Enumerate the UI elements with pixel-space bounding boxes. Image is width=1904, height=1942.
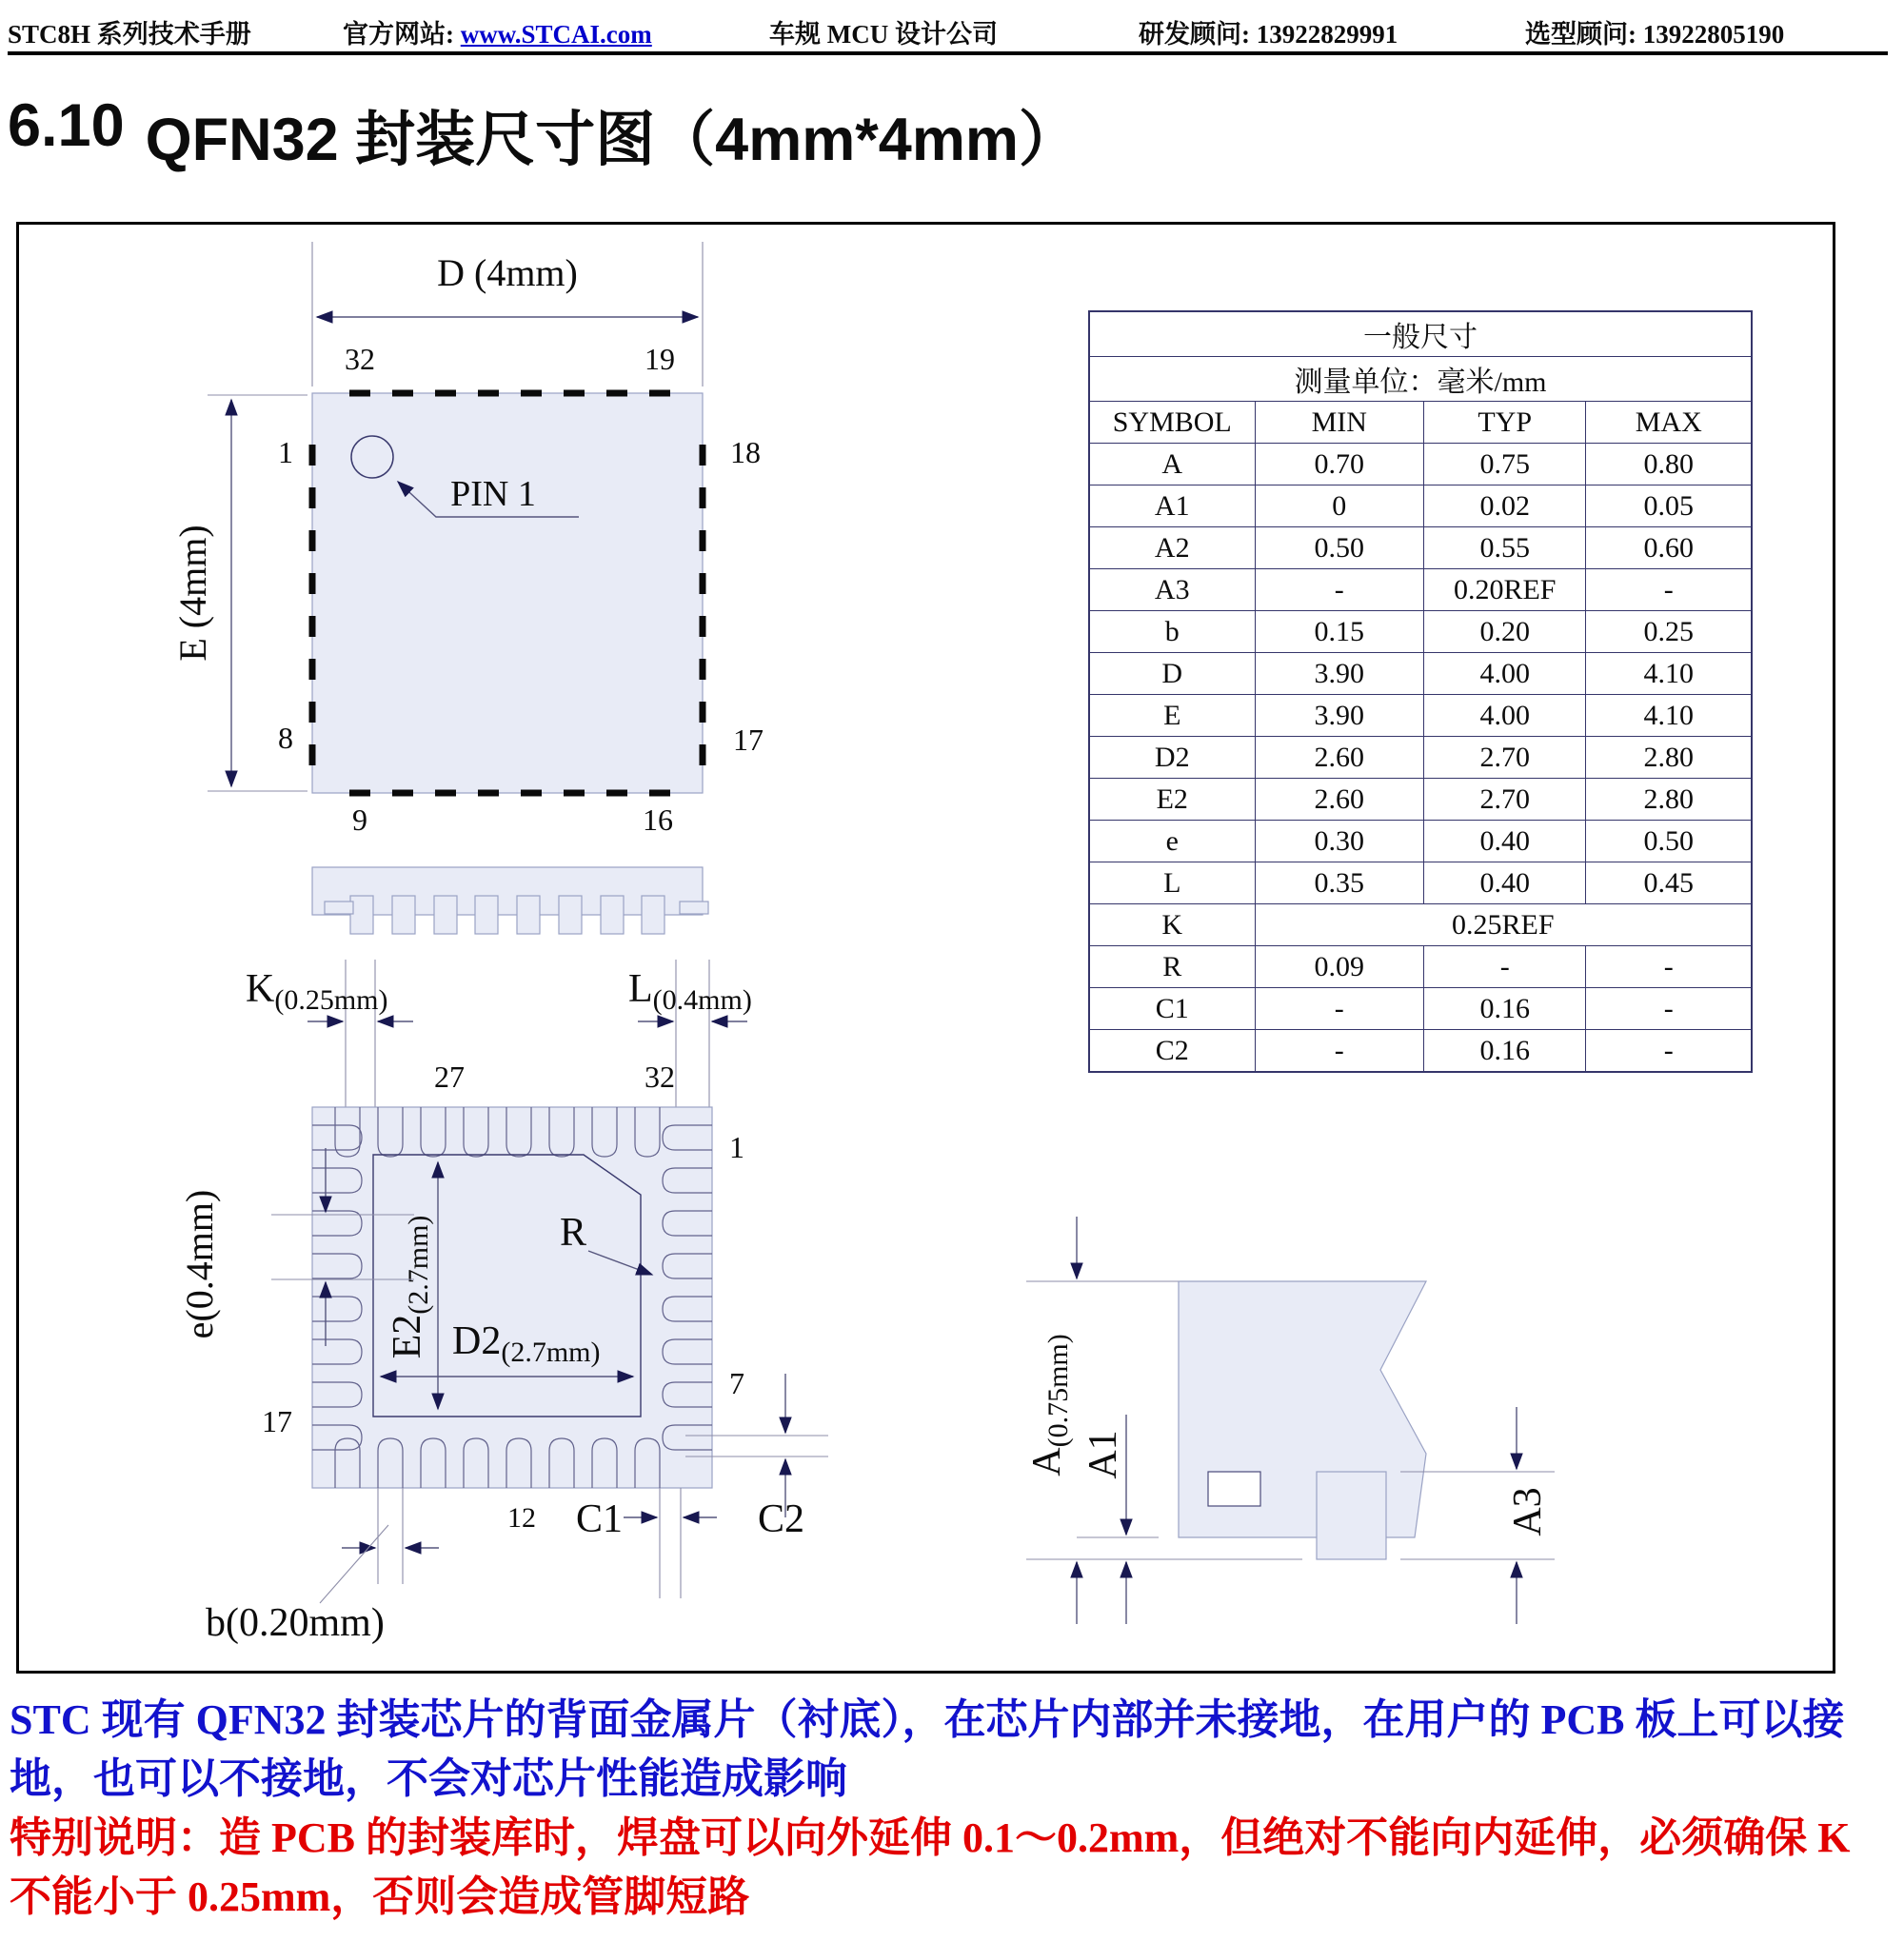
pin-number: 18 bbox=[730, 435, 761, 469]
pin-dash bbox=[700, 744, 706, 765]
pin-dash bbox=[392, 390, 413, 397]
section-text: QFN32 封装尺寸图（4mm*4mm） bbox=[145, 107, 1079, 173]
table-cell: 0.50 bbox=[1255, 527, 1423, 569]
website-label bbox=[343, 13, 652, 50]
section-number: 6.10 bbox=[8, 92, 125, 159]
top-view-diagram bbox=[171, 242, 764, 837]
d2-dimension-label: D2(2.7mm) bbox=[452, 1319, 601, 1368]
k-dimension-label: K(0.25mm) bbox=[246, 967, 388, 1016]
table-row bbox=[1089, 695, 1752, 737]
column-header: MIN bbox=[1255, 402, 1423, 444]
table-cell: 0.75 bbox=[1423, 444, 1586, 486]
e-dimension-label bbox=[171, 525, 214, 661]
table-cell: 0.15 bbox=[1255, 611, 1423, 653]
pin-dash bbox=[700, 616, 706, 637]
package-figure-box bbox=[16, 222, 1835, 1674]
table-title-row bbox=[1089, 311, 1752, 357]
column-header: MAX bbox=[1586, 402, 1752, 444]
table-cell: 0.02 bbox=[1423, 486, 1586, 527]
note-grounding: STC 现有 QFN32 封装芯片的背面金属片（衬底），在芯片内部并未接地，在用户的 PCB 板上可以接地，也可以不接地，不会对芯片性能造成影响 bbox=[10, 1696, 1845, 1802]
table-cell: b bbox=[1089, 611, 1255, 653]
table-cell: 0.70 bbox=[1255, 444, 1423, 486]
side-pad bbox=[601, 896, 624, 934]
pin-dash bbox=[700, 702, 706, 723]
svg-text:A3: A3 bbox=[1506, 1487, 1550, 1536]
table-cell: 0.16 bbox=[1423, 988, 1586, 1030]
table-cell: 2.70 bbox=[1423, 737, 1586, 779]
pin-dash bbox=[700, 573, 706, 594]
svg-text:A(0.75mm): A(0.75mm) bbox=[1025, 1334, 1074, 1476]
table-cell: 2.70 bbox=[1423, 779, 1586, 821]
pin-dash bbox=[309, 445, 316, 466]
table-cell: 4.10 bbox=[1586, 653, 1752, 695]
table-cell: 0.25 bbox=[1586, 611, 1752, 653]
pin-number: 19 bbox=[645, 342, 675, 376]
header-rule bbox=[8, 51, 1888, 55]
table-cell: C2 bbox=[1089, 1030, 1255, 1073]
pin-dash bbox=[606, 390, 627, 397]
table-cell: - bbox=[1586, 946, 1752, 988]
table-cell: - bbox=[1586, 1030, 1752, 1073]
pin-dash bbox=[700, 530, 706, 551]
pitch-dimension-label bbox=[178, 1190, 221, 1339]
website-label-text: 官方网站: bbox=[343, 20, 461, 49]
table-row bbox=[1089, 444, 1752, 486]
l-dimension-label: L(0.4mm) bbox=[628, 967, 752, 1016]
table-cell: 2.80 bbox=[1586, 779, 1752, 821]
table-cell: 0.30 bbox=[1255, 821, 1423, 862]
pin-number: 9 bbox=[352, 803, 367, 837]
pin-number: 17 bbox=[733, 723, 764, 757]
profile-inner-rect bbox=[1208, 1472, 1260, 1506]
table-cell: 0.09 bbox=[1255, 946, 1423, 988]
table-unit-row bbox=[1089, 357, 1752, 402]
table-cell: 0.80 bbox=[1586, 444, 1752, 486]
table-row bbox=[1089, 737, 1752, 779]
side-pad bbox=[517, 896, 540, 934]
column-header: SYMBOL bbox=[1089, 402, 1255, 444]
side-view-diagram bbox=[312, 867, 708, 934]
table-cell: - bbox=[1423, 946, 1586, 988]
table-cell: 0.40 bbox=[1423, 862, 1586, 904]
website-link[interactable]: www.STCAI.com bbox=[460, 20, 652, 49]
pin-dash bbox=[309, 744, 316, 765]
table-title: 一般尺寸 bbox=[1089, 311, 1752, 357]
table-cell: D bbox=[1089, 653, 1255, 695]
table-cell: K bbox=[1089, 904, 1255, 946]
page-title bbox=[8, 91, 1079, 178]
a1-dimension-label bbox=[1081, 1430, 1125, 1478]
pin-dash bbox=[606, 790, 627, 797]
dimension-table bbox=[1088, 310, 1753, 1073]
table-cell: 3.90 bbox=[1255, 695, 1423, 737]
pin-number: 1 bbox=[278, 435, 293, 469]
pin-number: 1 bbox=[729, 1130, 744, 1164]
company-tagline: 车规 MCU 设计公司 bbox=[769, 20, 998, 49]
table-cell: R bbox=[1089, 946, 1255, 988]
table-cell: C1 bbox=[1089, 988, 1255, 1030]
table-cell: L bbox=[1089, 862, 1255, 904]
table-row bbox=[1089, 653, 1752, 695]
pin-dash bbox=[435, 790, 456, 797]
pin-dash bbox=[435, 390, 456, 397]
b-dimension-label: b(0.20mm) bbox=[206, 1601, 385, 1645]
table-row bbox=[1089, 779, 1752, 821]
table-row bbox=[1089, 569, 1752, 611]
svg-text:e(0.4mm): e(0.4mm) bbox=[178, 1189, 221, 1339]
table-cell: - bbox=[1586, 988, 1752, 1030]
table-row bbox=[1089, 904, 1752, 946]
package-body-bottom-view bbox=[312, 1107, 712, 1488]
pin-number: 12 bbox=[507, 1502, 536, 1534]
c2-dimension-label: C2 bbox=[758, 1497, 805, 1541]
table-cell: 0.55 bbox=[1423, 527, 1586, 569]
side-pad bbox=[559, 896, 582, 934]
pin-dash bbox=[478, 790, 499, 797]
table-row bbox=[1089, 862, 1752, 904]
table-row bbox=[1089, 611, 1752, 653]
svg-text:E (4mm): E (4mm) bbox=[171, 525, 214, 662]
table-header-row bbox=[1089, 402, 1752, 444]
d-dimension-label: D (4mm) bbox=[437, 251, 578, 294]
table-row bbox=[1089, 988, 1752, 1030]
table-cell: A1 bbox=[1089, 486, 1255, 527]
manual-title: STC8H 系列技术手册 bbox=[8, 20, 251, 49]
column-header: TYP bbox=[1423, 402, 1586, 444]
table-row bbox=[1089, 527, 1752, 569]
pin-number: 7 bbox=[729, 1366, 744, 1400]
svg-text:E2(2.7mm): E2(2.7mm) bbox=[386, 1215, 434, 1359]
side-pad bbox=[475, 896, 498, 934]
pin-dash bbox=[309, 487, 316, 508]
table-cell: 2.60 bbox=[1255, 737, 1423, 779]
table-cell: A3 bbox=[1089, 569, 1255, 611]
pin-dash bbox=[349, 790, 370, 797]
table-cell: 4.00 bbox=[1423, 653, 1586, 695]
table-cell: 0 bbox=[1255, 486, 1423, 527]
table-row bbox=[1089, 1030, 1752, 1073]
pin-dash bbox=[309, 616, 316, 637]
note-special: 特别说明：造 PCB 的封装库时，焊盘可以向外延伸 0.1～0.2mm，但绝对不能向内延伸，必须确保 K 不能小于 0.25mm，否则会造成管脚短路 bbox=[10, 1814, 1851, 1920]
side-pad bbox=[434, 896, 457, 934]
r-dimension-label: R bbox=[560, 1211, 587, 1255]
table-cell: 2.60 bbox=[1255, 779, 1423, 821]
table-cell: 0.05 bbox=[1586, 486, 1752, 527]
table-cell: 0.25REF bbox=[1255, 904, 1752, 946]
side-pad bbox=[392, 896, 415, 934]
pin-dash bbox=[349, 390, 370, 397]
pin-number: 32 bbox=[345, 342, 375, 376]
table-cell: 0.20 bbox=[1423, 611, 1586, 653]
table-cell: - bbox=[1586, 569, 1752, 611]
table-cell: 0.45 bbox=[1586, 862, 1752, 904]
pin1-label: PIN 1 bbox=[450, 474, 536, 514]
pin-number: 16 bbox=[643, 803, 673, 837]
pin-dash bbox=[564, 390, 585, 397]
pin-dash bbox=[700, 487, 706, 508]
pin-number: 32 bbox=[645, 1060, 675, 1094]
side-pad bbox=[642, 896, 664, 934]
table-cell: e bbox=[1089, 821, 1255, 862]
pin-dash bbox=[309, 702, 316, 723]
table-cell: - bbox=[1255, 988, 1423, 1030]
pin-dash bbox=[309, 573, 316, 594]
side-profile-diagram bbox=[1025, 1217, 1555, 1624]
pin-dash bbox=[649, 790, 670, 797]
table-cell: 0.16 bbox=[1423, 1030, 1586, 1073]
table-cell: 0.40 bbox=[1423, 821, 1586, 862]
pin-dash bbox=[649, 390, 670, 397]
table-cell: E bbox=[1089, 695, 1255, 737]
pin-number: 17 bbox=[262, 1404, 292, 1438]
package-body-top-view bbox=[312, 393, 703, 793]
pin-dash bbox=[521, 790, 542, 797]
table-cell: A bbox=[1089, 444, 1255, 486]
table-row bbox=[1089, 946, 1752, 988]
side-pad bbox=[350, 896, 373, 934]
pin-number: 27 bbox=[434, 1060, 465, 1094]
dimension-table-body bbox=[1089, 311, 1752, 1072]
a-dimension-label bbox=[1025, 1334, 1074, 1476]
table-cell: 0.20REF bbox=[1423, 569, 1586, 611]
pin-dash bbox=[309, 659, 316, 680]
table-cell: 0.50 bbox=[1586, 821, 1752, 862]
table-cell: A2 bbox=[1089, 527, 1255, 569]
pin-dash bbox=[700, 659, 706, 680]
a3-dimension-label bbox=[1506, 1487, 1550, 1536]
table-cell: E2 bbox=[1089, 779, 1255, 821]
table-cell: - bbox=[1255, 1030, 1423, 1073]
pin-dash bbox=[309, 530, 316, 551]
rd-contact: 研发顾问: 13922829991 bbox=[1139, 20, 1398, 49]
side-pad-small bbox=[325, 902, 353, 914]
table-cell: 4.00 bbox=[1423, 695, 1586, 737]
profile-bottom-pad bbox=[1317, 1472, 1386, 1559]
table-cell: 2.80 bbox=[1586, 737, 1752, 779]
table-cell: D2 bbox=[1089, 737, 1255, 779]
side-pad-small bbox=[680, 902, 708, 914]
c1-dimension-label: C1 bbox=[576, 1497, 624, 1541]
pin-number: 8 bbox=[278, 721, 293, 755]
bottom-view-diagram bbox=[178, 1107, 828, 1645]
table-cell: - bbox=[1255, 569, 1423, 611]
table-cell: 0.35 bbox=[1255, 862, 1423, 904]
pin-dash bbox=[521, 390, 542, 397]
svg-text:A1: A1 bbox=[1081, 1430, 1125, 1479]
pin-dash bbox=[478, 390, 499, 397]
table-cell: 0.60 bbox=[1586, 527, 1752, 569]
notes-section bbox=[10, 1691, 1896, 1927]
pin-dash bbox=[564, 790, 585, 797]
table-cell: 4.10 bbox=[1586, 695, 1752, 737]
pin-dash bbox=[700, 445, 706, 466]
table-row bbox=[1089, 821, 1752, 862]
table-row bbox=[1089, 486, 1752, 527]
table-unit: 测量单位：毫米/mm bbox=[1089, 357, 1752, 402]
pin-dash bbox=[392, 790, 413, 797]
table-cell: 3.90 bbox=[1255, 653, 1423, 695]
selection-contact: 选型顾问: 13922805190 bbox=[1525, 20, 1785, 49]
